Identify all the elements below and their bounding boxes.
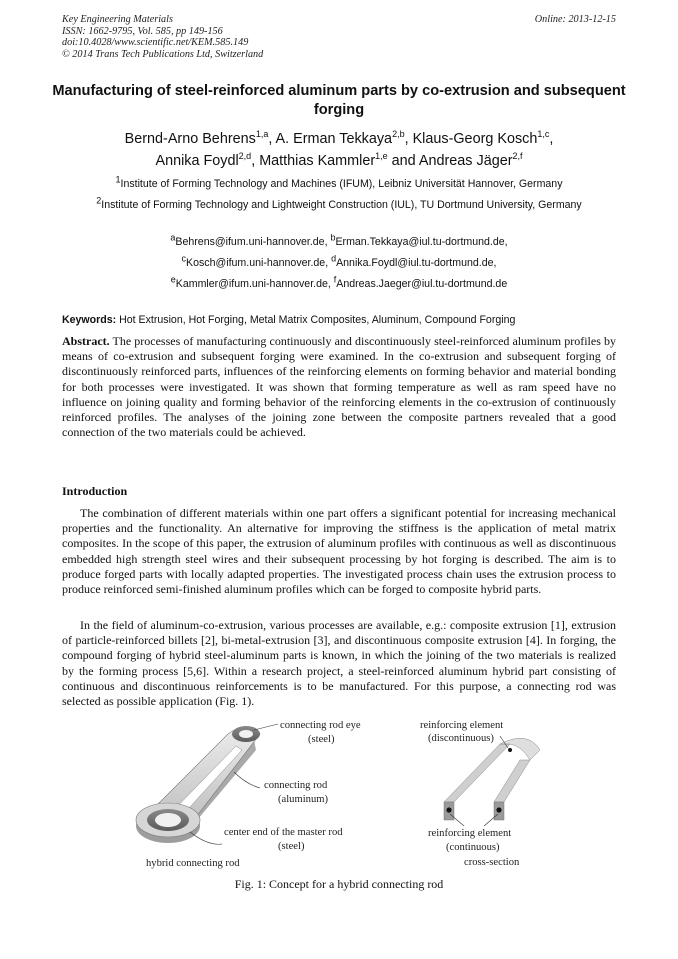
keywords	[62, 314, 618, 327]
paper-title: Manufacturing of steel-reinforced aluminum parts by co-extrusion and subsequent forging	[52, 83, 626, 118]
keywords-text: Hot Extrusion, Hot Forging, Metal Matrix Composites, Aluminum, Compound Forging	[119, 314, 516, 326]
author-sup: 2,d	[238, 151, 252, 162]
journal-header	[62, 14, 263, 60]
email-sup: d	[331, 253, 337, 264]
cs-right-arm-top	[494, 760, 530, 802]
label-cont-1: reinforcing element	[428, 828, 512, 839]
email-list: $^a$Behrens@ifum.uni-hannover.de, $^b$Erman.Tekkaya@iul.tu-dortmund.de, $^c$Kosch@ifum.uni-hannover.de, $^d$Annika.Foydl@iul.tu-dortmund.de, $^e$Kammler@ifum.uni-hannover.de, $^f$Andreas.Jaeger@iul.tu-dortmund.de	[170, 232, 508, 290]
section-heading-introduction: Introduction	[62, 484, 128, 498]
intro-paragraph-2: In the field of aluminum-co-extrusion, various processes are available, e.g.: composite extrusion [1], extrusion of particle-reinforced billets [2], bi-metal-extrusion [3], and discontinuous composite extrusion [4]. In forging, the compound forging of hybrid steel-aluminum parts is known, in which the joining of the two materials is realized by the forming process [5,6]. Within a research project, a steel-reinforced aluminum hybrid part consisting of continuous and discontinuous reinforcements is to be manufactured. For this purpose, a connecting rod was selected as possible application (Fig. 1).	[62, 618, 616, 709]
journal-doi: doi:10.4028/www.scientific.net/KEM.585.149	[62, 37, 249, 49]
author-name: Annika Foydl	[155, 153, 239, 169]
author-sup: 1,e	[375, 151, 388, 162]
email-link[interactable]: Annika.Foydl@iul.tu-dortmund.de	[336, 257, 494, 269]
hybrid-rod-drawing	[136, 726, 260, 843]
author-name: A. Erman Tekkaya	[275, 131, 393, 147]
label-eye-2: (steel)	[308, 734, 335, 745]
journal-name: Key Engineering Materials	[62, 14, 173, 25]
intro-paragraph-1: The combination of different materials within one part offers a significant potential for increasing mechanical properties and the functionality. An alternative for improving the stiffness is the application of metal matrix composites. In the scope of this paper, the extrusion of aluminum profiles with continuous as well as discontinuous embedded high strength steel wires and their subsequent processing by hot forging is described. The aim is to produce forged parts with locally adapted properties. The investigated process chain uses the extrusion process to produce reinforced semi-finished aluminum profiles which can be forged to composite hybrid parts.	[62, 506, 616, 597]
affiliation-text: Institute of Forming Technology and Machines (IFUM), Leibniz Universität Hannover, Germany	[120, 178, 563, 190]
abstract-text: The processes of manufacturing continuously and discontinuously steel-reinforced aluminum profiles by means of co-extrusion and subsequent forging were examined. In the co-extrusion and subsequent forging of discontinuously reinforced parts, influences of the reinforcing elements on forming behavior and material bonding for both processes were investigated. It was shown that forming temperature as well as ram speed have no influence on joining quality and forming behavior of the reinforcing elements in the co-extrusion of continuously reinforced profiles. The analyses of the joining zone between the composite partners revealed that a good connection of the two materials could be achieved.	[62, 334, 616, 440]
figure-1	[128, 720, 568, 872]
journal-copyright: © 2014 Trans Tech Publications Ltd, Switzerland	[62, 48, 264, 60]
affiliation-sup: 1	[115, 174, 121, 185]
author-name: Bernd-Arno Behrens	[124, 131, 256, 147]
email-sup: a	[170, 232, 176, 243]
online-date: Online: 2013-12-15	[534, 14, 616, 25]
email-link[interactable]: Andreas.Jaeger@iul.tu-dortmund.de	[336, 278, 508, 290]
author-list: Bernd-Arno Behrens$^{1,a}$, A. Erman Tekkaya$^{2,b}$, Klaus-Georg Kosch$^{1,c}$, Annika Foydl$^{2,d}$, Matthias Kammler$^{1,e}$ and Andreas Jäger$^{2,f}$	[124, 129, 554, 169]
abstract	[62, 334, 616, 440]
author-sup: 1,a	[255, 129, 269, 140]
affiliation-1	[60, 174, 618, 191]
affiliation-sup: 2	[96, 195, 102, 206]
author-name: Klaus-Georg Kosch	[412, 131, 538, 147]
rod-eye-hole	[239, 730, 253, 738]
label-eye-1: connecting rod eye	[280, 720, 361, 731]
label-rod-1: connecting rod	[264, 780, 328, 791]
label-center-2: (steel)	[278, 841, 305, 852]
label-cont-2: (continuous)	[446, 842, 500, 853]
figure-caption: Fig. 1: Concept for a hybrid connecting rod	[234, 877, 444, 891]
cs-bend	[500, 738, 540, 760]
affiliation-2	[60, 195, 618, 212]
cs-wire-right	[496, 807, 501, 812]
email-sup: b	[330, 232, 336, 243]
rod-master-hole	[155, 813, 181, 827]
journal-issn: ISSN: 1662-9795, Vol. 585, pp 149-156	[62, 25, 223, 37]
cs-disc-element	[508, 748, 512, 752]
cross-section-drawing	[444, 738, 540, 820]
author-sup: 2,f	[512, 151, 523, 162]
author-name: Andreas Jäger	[418, 153, 513, 169]
label-rod-2: (aluminum)	[278, 794, 329, 805]
email-sup: c	[181, 253, 187, 264]
label-disc-2: (discontinuous)	[428, 733, 494, 744]
email-link[interactable]: Kammler@ifum.uni-hannover.de	[175, 278, 328, 290]
cs-wire-left	[446, 807, 451, 812]
label-disc-1: reinforcing element	[420, 720, 504, 731]
label-cross-section: cross-section	[464, 857, 520, 868]
author-name: Matthias Kammler	[259, 153, 376, 169]
email-link[interactable]: Erman.Tekkaya@iul.tu-dortmund.de	[335, 236, 505, 248]
affiliation-text: Institute of Forming Technology and Lightweight Construction (IUL), TU Dortmund University, Germany	[101, 199, 582, 211]
email-sup: f	[333, 274, 337, 285]
abstract-label: Abstract.	[62, 334, 110, 348]
email-link[interactable]: Kosch@ifum.uni-hannover.de	[186, 257, 326, 269]
label-center-1: center end of the master rod	[224, 827, 343, 838]
email-sup: e	[170, 274, 176, 285]
email-link[interactable]: Behrens@ifum.uni-hannover.de	[175, 236, 325, 248]
author-sup: 1,c	[537, 129, 550, 140]
author-sup: 2,b	[392, 129, 405, 140]
label-hybrid: hybrid connecting rod	[146, 858, 240, 869]
keywords-label: Keywords:	[62, 314, 117, 326]
author-joiner: and	[391, 153, 416, 169]
